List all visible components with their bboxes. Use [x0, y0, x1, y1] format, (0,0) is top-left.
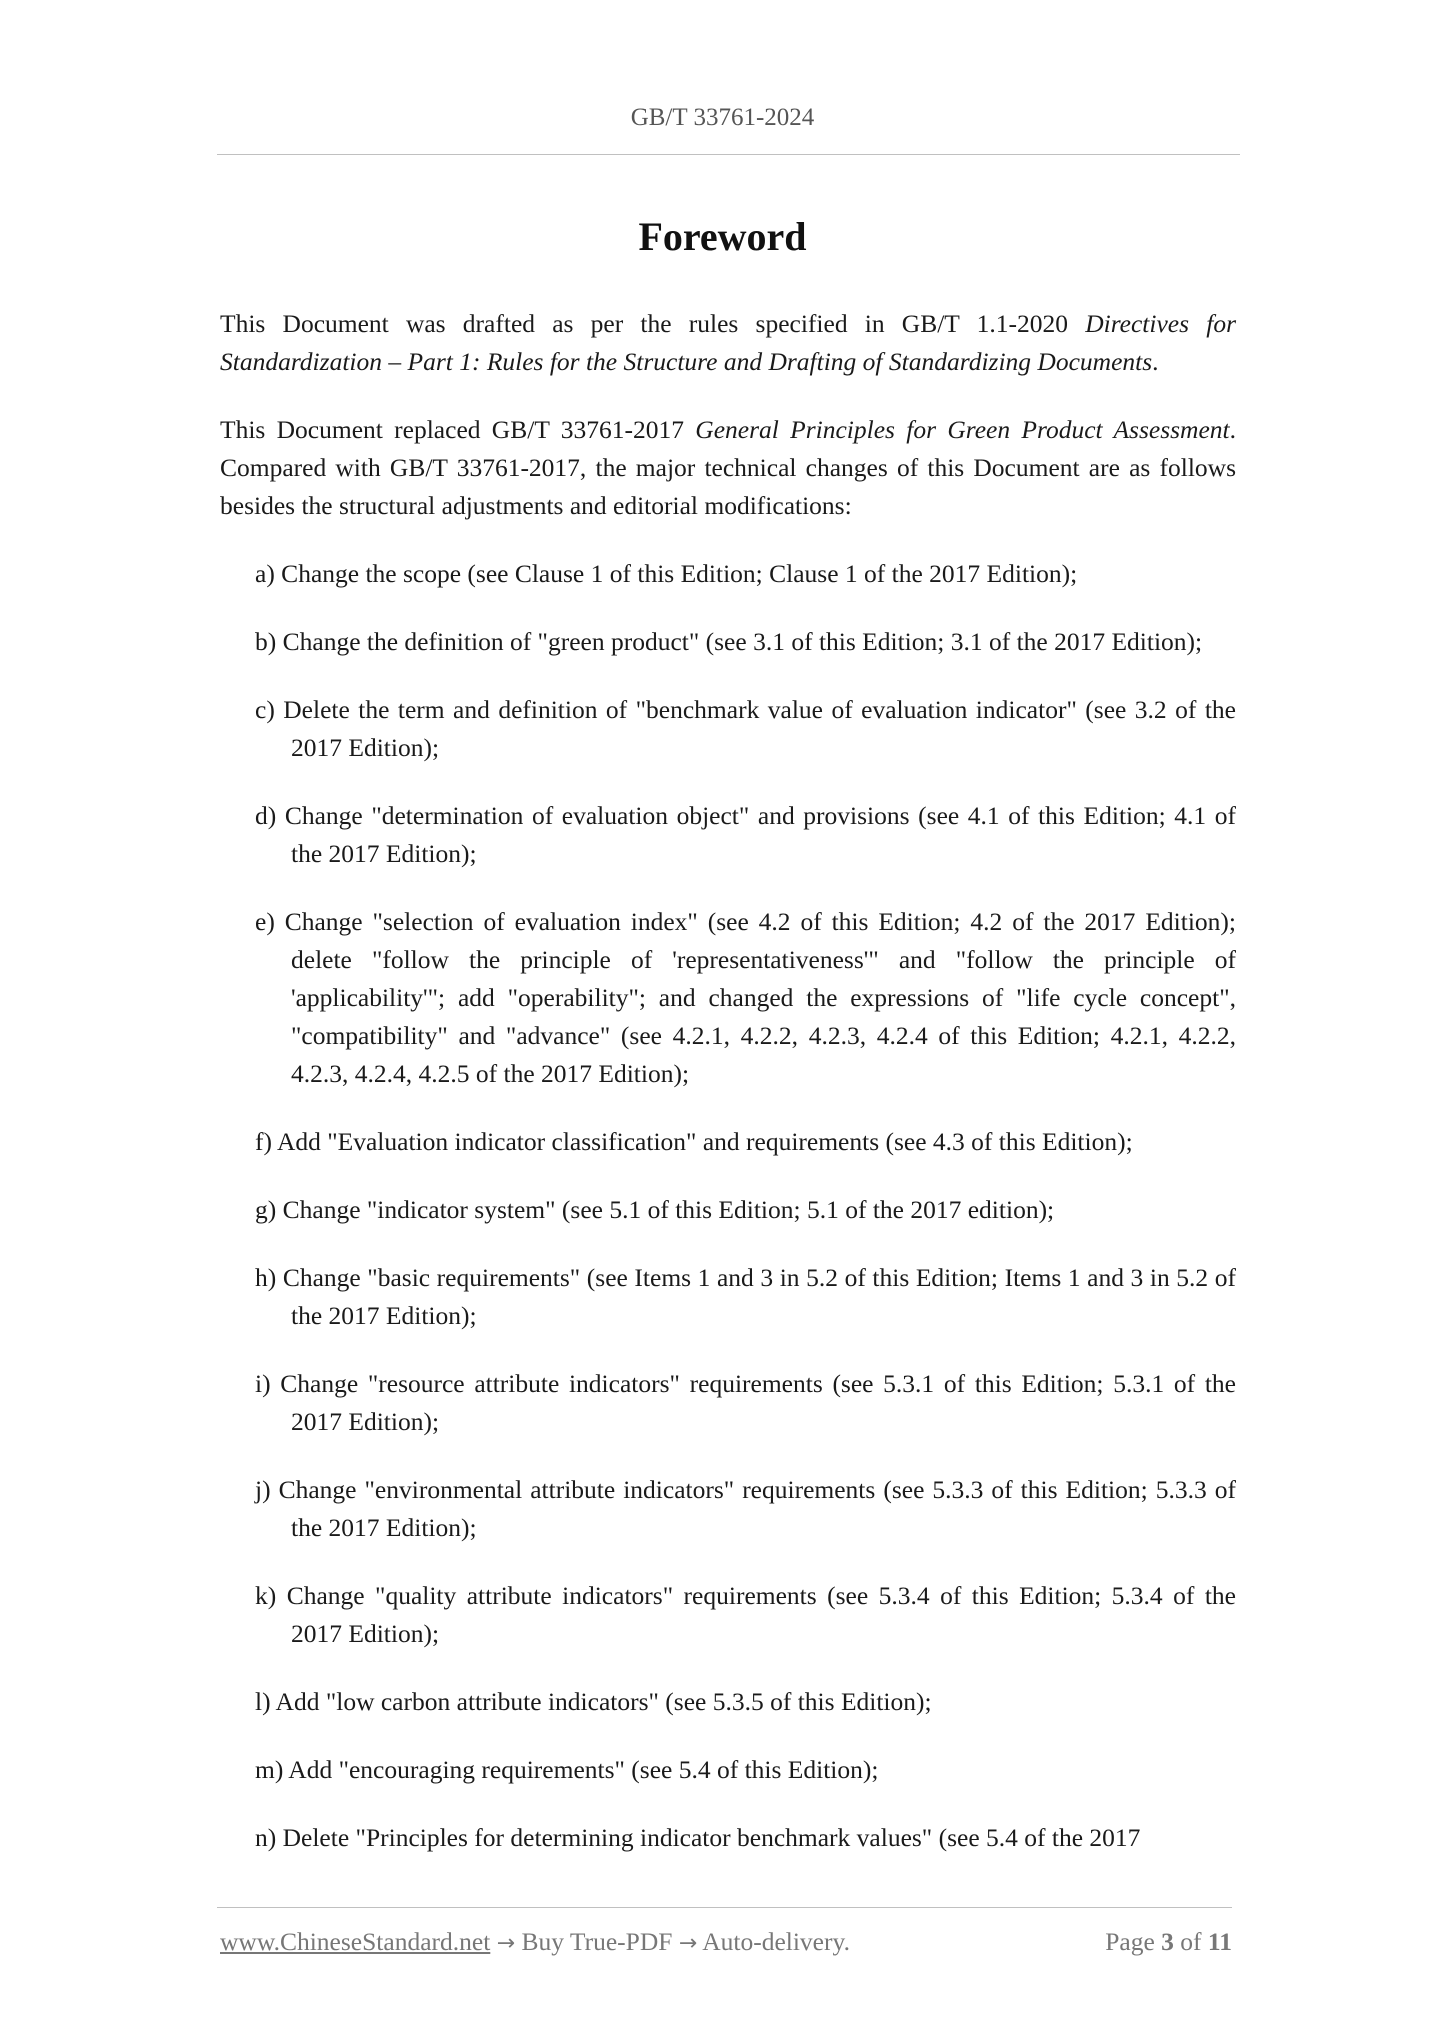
footer-divider — [217, 1907, 1232, 1908]
website-link[interactable]: www.ChineseStandard.net — [220, 1927, 491, 1956]
change-item-m: m) Add "encouraging requirements" (see 5.4 of this Edition); — [255, 1755, 879, 1784]
replacement-paragraph — [220, 411, 1236, 525]
delivery-text: Auto-delivery. — [702, 1927, 850, 1956]
arrow-right-icon: → — [496, 1931, 516, 1956]
document-body — [220, 305, 1236, 1887]
change-item-b: b) Change the definition of "green product" (see 3.1 of this Edition; 3.1 of the 2017 Edition); — [255, 627, 1203, 656]
change-item-e: e) Change "selection of evaluation index" (see 4.2 of this Edition; 4.2 of the 2017 Edition); delete "follow the principle of 'representativeness'" and "follow the principle of 'applicability'"; add "operability"; and changed the expressions of "life cycle concept", "compatibility" and "advance" (see 4.2.1, 4.2.2, 4.2.3, 4.2.4 of this Edition; 4.2.1, 4.2.2, 4.2.3, 4.2.4, 4.2.5 of the 2017 Edition); — [255, 907, 1236, 1088]
replacement-cited-title: General Principles for Green Product Assessment — [695, 415, 1230, 444]
total-pages-number: 11 — [1207, 1927, 1232, 1956]
current-page-number: 3 — [1161, 1927, 1174, 1956]
intro-paragraph — [220, 305, 1236, 381]
buy-pdf-text: Buy True-PDF — [521, 1927, 673, 1956]
change-item-f: f) Add "Evaluation indicator classification" and requirements (see 4.3 of this Edition); — [255, 1127, 1133, 1156]
change-item-n: n) Delete "Principles for determining indicator benchmark values" (see 5.4 of the 2017 — [255, 1823, 1141, 1852]
change-item-d: d) Change "determination of evaluation object" and provisions (see 4.1 of this Edition; 4.1 of the 2017 Edition); — [255, 801, 1236, 868]
page-title: Foreword — [638, 214, 807, 259]
changes-list — [220, 555, 1236, 1857]
footer-promo — [220, 1927, 850, 1957]
intro-text: This Document was drafted as per the rules specified in GB/T 1.1-2020 — [220, 309, 1086, 338]
change-item-j: j) Change "environmental attribute indicators" requirements (see 5.3.3 of this Edition; 5.3.3 of the 2017 Edition); — [255, 1475, 1236, 1542]
replacement-text-end: . Compared with GB/T 33761-2017, the major technical changes of this Document are as follows besides the structural adjustments and editorial modifications: — [220, 415, 1236, 520]
change-item-l: l) Add "low carbon attribute indicators" (see 5.3.5 of this Edition); — [255, 1687, 932, 1716]
page-label: Page — [1105, 1927, 1155, 1956]
change-item-g: g) Change "indicator system" (see 5.1 of this Edition; 5.1 of the 2017 edition); — [255, 1195, 1055, 1224]
change-item-k: k) Change "quality attribute indicators" requirements (see 5.3.4 of this Edition; 5.3.4 of the 2017 Edition); — [255, 1581, 1236, 1648]
running-header: GB/T 33761-2024 — [630, 104, 815, 131]
intro-text-end: . — [1152, 347, 1159, 376]
change-item-c: c) Delete the term and definition of "benchmark value of evaluation indicator" (see 3.2 of the 2017 Edition); — [255, 695, 1236, 762]
page-indicator — [1105, 1927, 1232, 1957]
change-item-i: i) Change "resource attribute indicators" requirements (see 5.3.1 of this Edition; 5.3.1 of the 2017 Edition); — [255, 1369, 1236, 1436]
arrow-right-icon: → — [678, 1931, 698, 1956]
replacement-text: This Document replaced GB/T 33761-2017 — [220, 415, 696, 444]
of-label: of — [1180, 1927, 1202, 1956]
page-footer — [220, 1927, 1232, 1963]
intro-cited-title: Directives for Standardization – Part 1: Rules for the Structure and Drafting of Standardizing Documents — [220, 309, 1236, 376]
change-item-a: a) Change the scope (see Clause 1 of this Edition; Clause 1 of the 2017 Edition); — [255, 559, 1078, 588]
change-item-h: h) Change "basic requirements" (see Items 1 and 3 in 5.2 of this Edition; Items 1 and 3 in 5.2 of the 2017 Edition); — [255, 1263, 1236, 1330]
header-divider — [217, 154, 1240, 155]
